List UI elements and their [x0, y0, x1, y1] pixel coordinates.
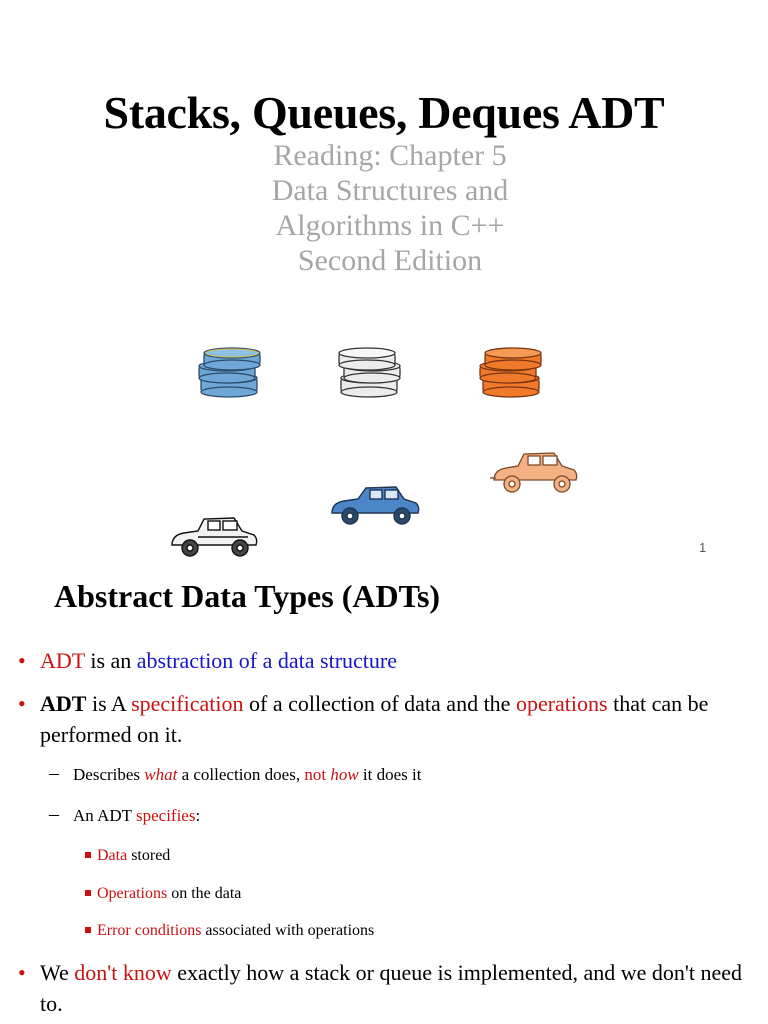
subtitle-line: Reading: Chapter 5 — [273, 139, 507, 172]
item-text: Operations — [97, 885, 168, 902]
item-text: Data — [97, 847, 128, 864]
sub-bullet-specifies — [49, 803, 201, 827]
subtitle-line: Algorithms in C++ — [275, 209, 505, 242]
sub-text: An ADT — [73, 806, 136, 825]
item-text: stored — [127, 847, 171, 864]
sub-text: specifies — [135, 806, 196, 825]
bullet-text: is an — [84, 648, 137, 673]
sub-text: a collection does, — [177, 765, 305, 784]
bullet-text: ADT — [40, 691, 87, 716]
bullet-text: that can be performed on it. — [40, 691, 709, 747]
sub-text: : — [195, 806, 201, 825]
bullet-adt-specification — [18, 688, 760, 750]
square-bullet-icon — [85, 927, 91, 933]
item-text: Error conditions — [97, 922, 202, 939]
bullet-text: don't know — [74, 960, 172, 985]
bullet-text: operations — [515, 691, 608, 716]
page-number: 1 — [699, 540, 707, 555]
item-text: on the data — [167, 885, 242, 902]
blue-car-icon — [328, 483, 422, 529]
bullet-text: is A — [86, 691, 132, 716]
bullet-adt-abstraction — [18, 645, 760, 676]
bullet-dot-icon: • — [18, 960, 26, 985]
square-bullet-icon — [85, 852, 91, 858]
bullet-text: specification — [131, 691, 244, 716]
bullet-text: abstraction of a data structure — [136, 648, 397, 673]
bullet-text: exactly how a stack or queue is implemented, and we don't need to. — [40, 960, 743, 1016]
bullet-dont-know — [18, 957, 760, 1019]
orange-car-icon — [488, 448, 582, 498]
dash-icon: – — [49, 803, 59, 825]
bullet-text: We — [40, 960, 75, 985]
sub-text: not — [304, 765, 331, 784]
bullet-dot-icon: • — [18, 648, 26, 673]
slide-title: Abstract Data Types (ADTs) — [54, 578, 441, 614]
gray-stack-icon — [336, 343, 406, 401]
list-item — [97, 884, 241, 904]
square-bullet-icon — [85, 890, 91, 896]
dash-icon: – — [49, 762, 59, 784]
bullet-dot-icon: • — [18, 691, 26, 716]
slide-subtitle — [0, 138, 768, 278]
sub-text: Describes — [73, 765, 145, 784]
sub-bullet-describes — [49, 762, 422, 786]
subtitle-line: Data Structures and — [271, 174, 509, 207]
sub-text: how — [330, 765, 359, 784]
sub-text: it does it — [358, 765, 422, 784]
adt-slide — [0, 568, 768, 1024]
list-item — [97, 846, 170, 866]
gray-car-icon — [168, 513, 262, 561]
bullet-text: ADT — [40, 648, 85, 673]
bullet-text: of a collection of data and the — [243, 691, 516, 716]
subtitle-line: Second Edition — [297, 244, 483, 277]
slide-title: Stacks, Queues, Deques ADT — [103, 87, 665, 138]
item-text: associated with operations — [201, 922, 375, 939]
sub-text: what — [144, 765, 178, 784]
orange-stack-icon — [476, 343, 548, 401]
list-item — [97, 921, 374, 941]
blue-stack-icon — [196, 343, 266, 401]
